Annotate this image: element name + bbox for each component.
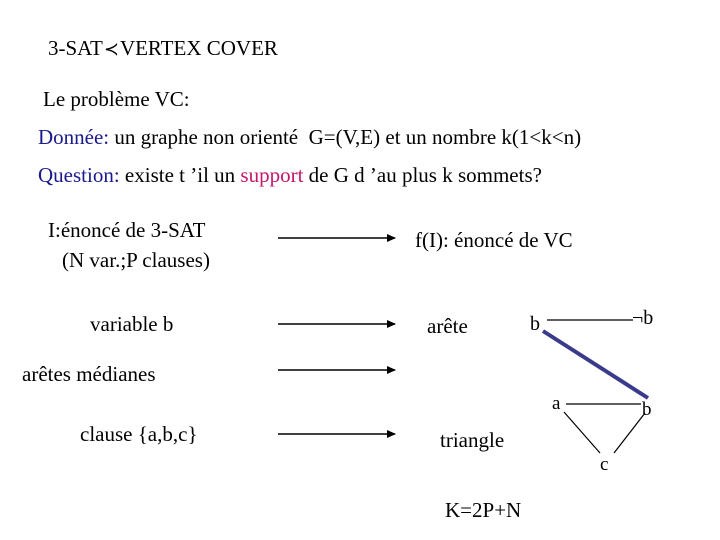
- edge-b-c: [614, 413, 645, 453]
- node-b: b: [530, 313, 540, 335]
- title-right: VERTEX COVER: [119, 36, 278, 60]
- node-not-b: ¬b: [632, 307, 654, 329]
- formula: K=2P+N: [445, 498, 522, 522]
- edge-median: [543, 331, 648, 398]
- reduction-symbol: ≺: [103, 39, 119, 60]
- edge-a-c: [564, 412, 600, 453]
- node-b-triangle: b: [642, 399, 652, 420]
- left-instance-line1: I:énoncé de 3-SAT: [48, 218, 206, 242]
- node-c: c: [600, 454, 609, 475]
- node-a: a: [552, 393, 561, 414]
- donnee-label: Donnée:: [38, 125, 110, 149]
- right-edge: arête: [427, 314, 468, 338]
- question-highlight: support: [240, 163, 304, 187]
- left-variable: variable b: [90, 312, 174, 336]
- left-instance-line2: (N var.;P clauses): [62, 248, 210, 272]
- problem-heading: Le problème VC:: [43, 87, 190, 111]
- question-text-1: existe t ’il un: [119, 163, 241, 187]
- donnee-text: un graphe non orienté G=(V,E) et un nombre k(1<k<n): [109, 125, 582, 149]
- right-triangle: triangle: [440, 428, 505, 452]
- question-text-2: de G d ’au plus k sommets?: [303, 163, 542, 187]
- title-left: 3-SAT: [48, 36, 103, 60]
- left-clause: clause {a,b,c}: [80, 422, 198, 446]
- question-label: Question:: [38, 163, 120, 187]
- left-median-edges: arêtes médianes: [22, 362, 156, 386]
- right-instance: f(I): énoncé de VC: [415, 228, 573, 252]
